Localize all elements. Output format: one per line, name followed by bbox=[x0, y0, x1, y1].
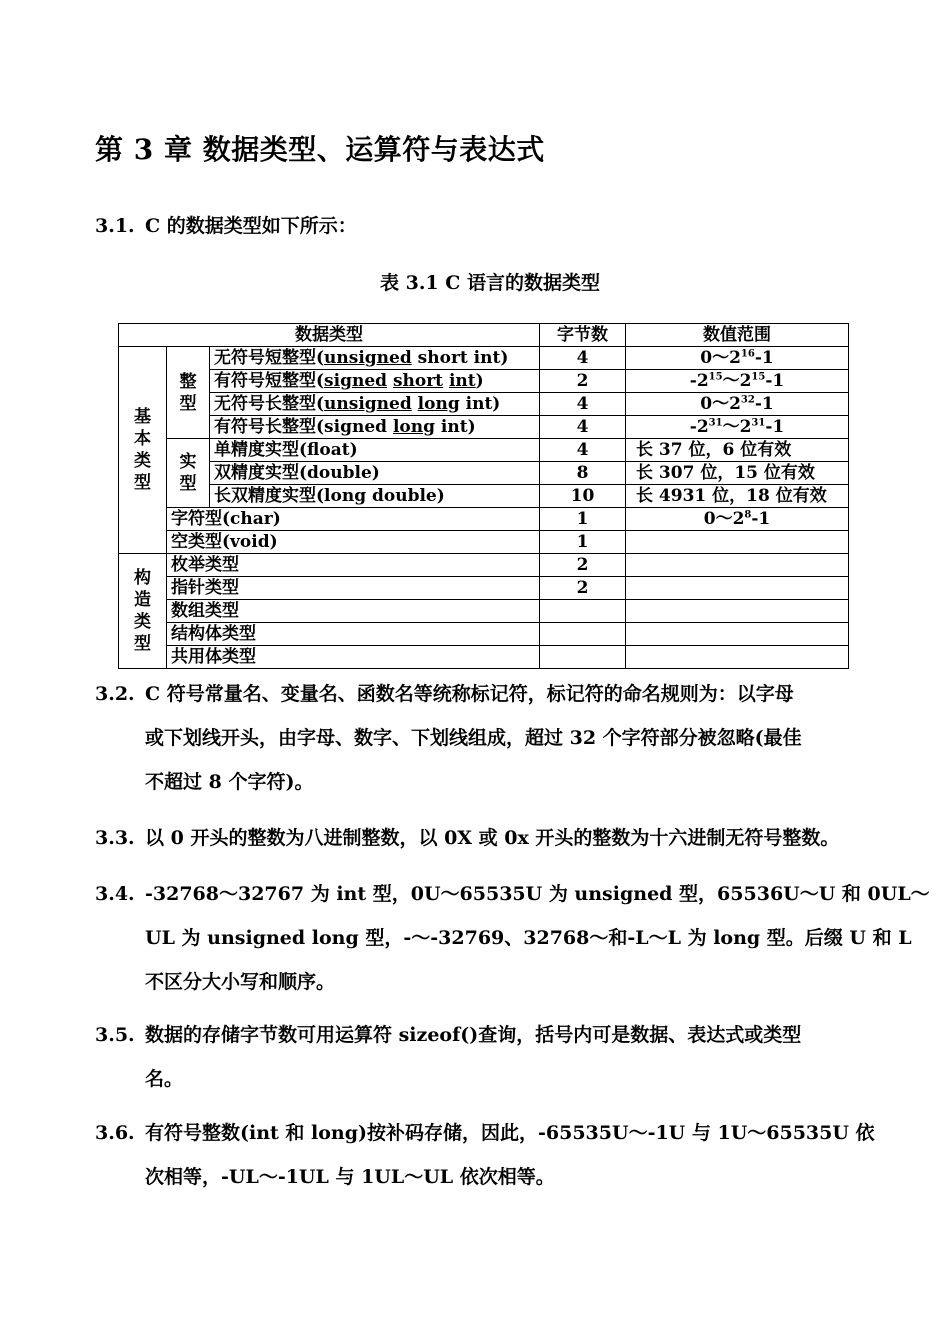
range-cell bbox=[626, 600, 849, 623]
type-label: 指针类型 bbox=[167, 577, 540, 600]
table-row bbox=[119, 600, 849, 623]
group-real: 实型 bbox=[167, 439, 210, 508]
section-3-4 bbox=[95, 872, 930, 1004]
type-label: 无符号长整型(unsigned long int) bbox=[210, 393, 540, 416]
type-label: 枚举类型 bbox=[167, 554, 540, 577]
table-row bbox=[119, 416, 849, 439]
header-type: 数据类型 bbox=[119, 324, 540, 347]
header-range: 数值范围 bbox=[626, 324, 849, 347]
range-cell bbox=[626, 646, 849, 669]
table-caption: 表 3.1 C 语言的数据类型 bbox=[379, 272, 601, 294]
table-row bbox=[119, 623, 849, 646]
bytes-cell bbox=[540, 600, 626, 623]
bytes-cell: 4 bbox=[540, 393, 626, 416]
bytes-cell: 4 bbox=[540, 416, 626, 439]
bytes-cell: 4 bbox=[540, 347, 626, 370]
section-number: 3.4. bbox=[95, 883, 135, 905]
type-label: 空类型(void) bbox=[167, 531, 540, 554]
table-row bbox=[119, 508, 849, 531]
type-label: 结构体类型 bbox=[167, 623, 540, 646]
bytes-cell: 8 bbox=[540, 462, 626, 485]
section-number: 3.2. bbox=[95, 683, 135, 705]
section-number: 3.6. bbox=[95, 1122, 135, 1144]
type-label: 双精度实型(double) bbox=[210, 462, 540, 485]
type-label: 共用体类型 bbox=[167, 646, 540, 669]
section-number: 3.1. bbox=[95, 215, 135, 237]
bytes-cell: 1 bbox=[540, 508, 626, 531]
table-row bbox=[119, 393, 849, 416]
table-header-row bbox=[119, 324, 849, 347]
section-text-line: 或下划线开头，由字母、数字、下划线组成，超过 32 个字符部分被忽略(最佳 bbox=[145, 727, 802, 749]
section-text-line: 名。 bbox=[145, 1068, 184, 1090]
header-bytes: 字节数 bbox=[540, 324, 626, 347]
type-label: 长双精度实型(long double) bbox=[210, 485, 540, 508]
bytes-cell: 1 bbox=[540, 531, 626, 554]
section-3-6 bbox=[95, 1111, 895, 1199]
table-row bbox=[119, 577, 849, 600]
section-text-line: 不超过 8 个字符)。 bbox=[145, 771, 314, 793]
range-cell bbox=[626, 531, 849, 554]
range-cell: $-2^{15}\sim 2^{15}-1$ bbox=[626, 370, 849, 393]
section-3-3 bbox=[95, 816, 895, 860]
bytes-cell: 2 bbox=[540, 554, 626, 577]
range-cell: $0\sim 2^{16}-1$ bbox=[626, 347, 849, 370]
range-cell: $-2^{31}\sim 2^{31}-1$ bbox=[626, 416, 849, 439]
section-number: 3.5. bbox=[95, 1024, 135, 1046]
group-basic: 基本类型 bbox=[119, 347, 167, 554]
range-cell: $0\sim 2^8-1$ bbox=[626, 508, 849, 531]
section-3-1 bbox=[95, 204, 895, 248]
type-label: 数组类型 bbox=[167, 600, 540, 623]
range-cell bbox=[626, 554, 849, 577]
range-cell: $0\sim 2^{32}-1$ bbox=[626, 393, 849, 416]
bytes-cell: 2 bbox=[540, 370, 626, 393]
table-row bbox=[119, 347, 849, 370]
range-cell bbox=[626, 623, 849, 646]
table-row bbox=[119, 462, 849, 485]
section-text-line: -32768～32767 为 int 型，0U～65535U 为 unsigned 型，65536U～U 和 0UL～ bbox=[145, 883, 930, 905]
type-label: 有符号短整型(signed short int) bbox=[210, 370, 540, 393]
section-text-line: 数据的存储字节数可用运算符 sizeof()查询，括号内可是数据、表达式或类型 bbox=[145, 1024, 802, 1046]
group-integer: 整型 bbox=[167, 347, 210, 439]
section-3-5 bbox=[95, 1013, 895, 1101]
section-text-line: 有符号整数(int 和 long)按补码存储，因此，-65535U～-1U 与 1U～65535U 依 bbox=[145, 1122, 875, 1144]
range-cell bbox=[626, 577, 849, 600]
table-row bbox=[119, 554, 849, 577]
table-row bbox=[119, 646, 849, 669]
type-label: 字符型(char) bbox=[167, 508, 540, 531]
section-text-line: 不区分大小写和顺序。 bbox=[145, 971, 336, 993]
chapter-title: 第 3 章 数据类型、运算符与表达式 bbox=[95, 133, 545, 166]
section-text-line: C 符号常量名、变量名、函数名等统称标记符，标记符的命名规则为：以字母 bbox=[145, 683, 794, 705]
type-label: 单精度实型(float) bbox=[210, 439, 540, 462]
table-row bbox=[119, 485, 849, 508]
bytes-cell: 10 bbox=[540, 485, 626, 508]
section-text: C 的数据类型如下所示： bbox=[145, 215, 357, 237]
bytes-cell bbox=[540, 646, 626, 669]
range-cell: 长 4931 位，18 位有效 bbox=[626, 485, 849, 508]
group-derived: 构造类型 bbox=[119, 554, 167, 669]
data-types-table bbox=[118, 323, 849, 669]
section-number: 3.3. bbox=[95, 827, 135, 849]
table-row bbox=[119, 439, 849, 462]
section-text-line: 次相等，-UL～-1UL 与 1UL～UL 依次相等。 bbox=[145, 1166, 555, 1188]
section-text-line: UL 为 unsigned long 型，-～-32769、32768～和-L～L 为 long 型。后缀 U 和 L bbox=[145, 927, 912, 949]
table-row bbox=[119, 531, 849, 554]
range-cell: 长 37 位，6 位有效 bbox=[626, 439, 849, 462]
bytes-cell bbox=[540, 623, 626, 646]
type-label: 有符号长整型(signed long int) bbox=[210, 416, 540, 439]
section-text-line: 以 0 开头的整数为八进制整数，以 0X 或 0x 开头的整数为十六进制无符号整数。 bbox=[145, 827, 840, 849]
section-3-2 bbox=[95, 672, 895, 804]
bytes-cell: 2 bbox=[540, 577, 626, 600]
type-label: 无符号短整型(unsigned short int) bbox=[210, 347, 540, 370]
table-row bbox=[119, 370, 849, 393]
range-cell: 长 307 位，15 位有效 bbox=[626, 462, 849, 485]
bytes-cell: 4 bbox=[540, 439, 626, 462]
